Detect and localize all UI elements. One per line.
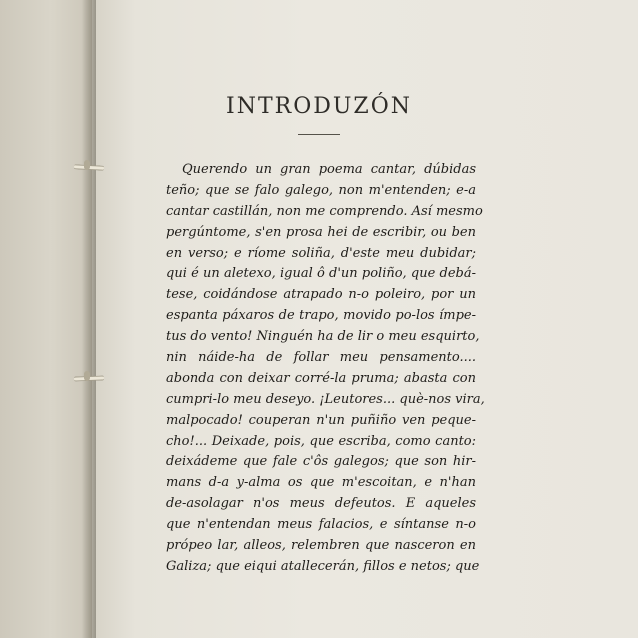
text-line: pergúntome, s'en prosa hei de escribir, ou ben: [166, 224, 476, 240]
page-heading: INTRODUZÓN: [226, 94, 412, 119]
text-line: deixádeme que fale c'ôs galegos; que son hir-: [166, 454, 476, 470]
text-line: tese, coidándose atrapado n-o poleiro, por un: [166, 287, 476, 303]
text-line: cumpri-lo meu deseyo. ¡Leutores... què-nos vira,: [166, 391, 485, 407]
text-line: Querendo un gran poema cantar, dúbidas: [182, 162, 476, 177]
text-line: de-asolagar n'os meus defeutos. E aqueles: [166, 496, 476, 512]
book-gutter: [82, 0, 96, 638]
text-line: teño; que se falo galego, non m'entenden; e-a: [166, 182, 476, 198]
text-line: abonda con deixar corré-la pruma; abasta con: [166, 370, 476, 386]
body-paragraph: [166, 160, 485, 578]
text-line: própeo lar, alleos, relembren que nasceron en: [166, 538, 476, 554]
text-line: cho!... Deixade, pois, que escriba, como canto:: [166, 433, 476, 449]
text-line: que n'entendan meus falacios, e síntanse n-o: [166, 517, 476, 533]
text-line: cantar castillán, non me comprendo. Así mesmo: [166, 203, 483, 219]
text-line: tus do vento! Ninguén ha de lir o meu esquirto,: [166, 329, 480, 345]
text-line: espanta páxaros de trapo, movido po-los ímpe-: [166, 308, 476, 324]
text-line: mans d-a y-alma os que m'escoitan, e n'han: [166, 475, 476, 491]
heading-rule: [298, 134, 340, 135]
text-line: malpocado! couperan n'un puñiño ven peque-: [166, 412, 476, 428]
binding-knot-top: [84, 160, 90, 170]
text-line: Galiza; que eiqui atallecerán, fillos e netos; que: [166, 558, 480, 574]
text-line: qui é un aletexo, igual ô d'un poliño, que debá-: [166, 266, 476, 282]
left-page: [0, 0, 92, 638]
text-line: nin náide-ha de follar meu pensamento....: [166, 350, 476, 366]
text-line: en verso; e ríome soliña, d'este meu dubidar;: [166, 245, 476, 261]
binding-knot-bottom: [84, 371, 90, 381]
